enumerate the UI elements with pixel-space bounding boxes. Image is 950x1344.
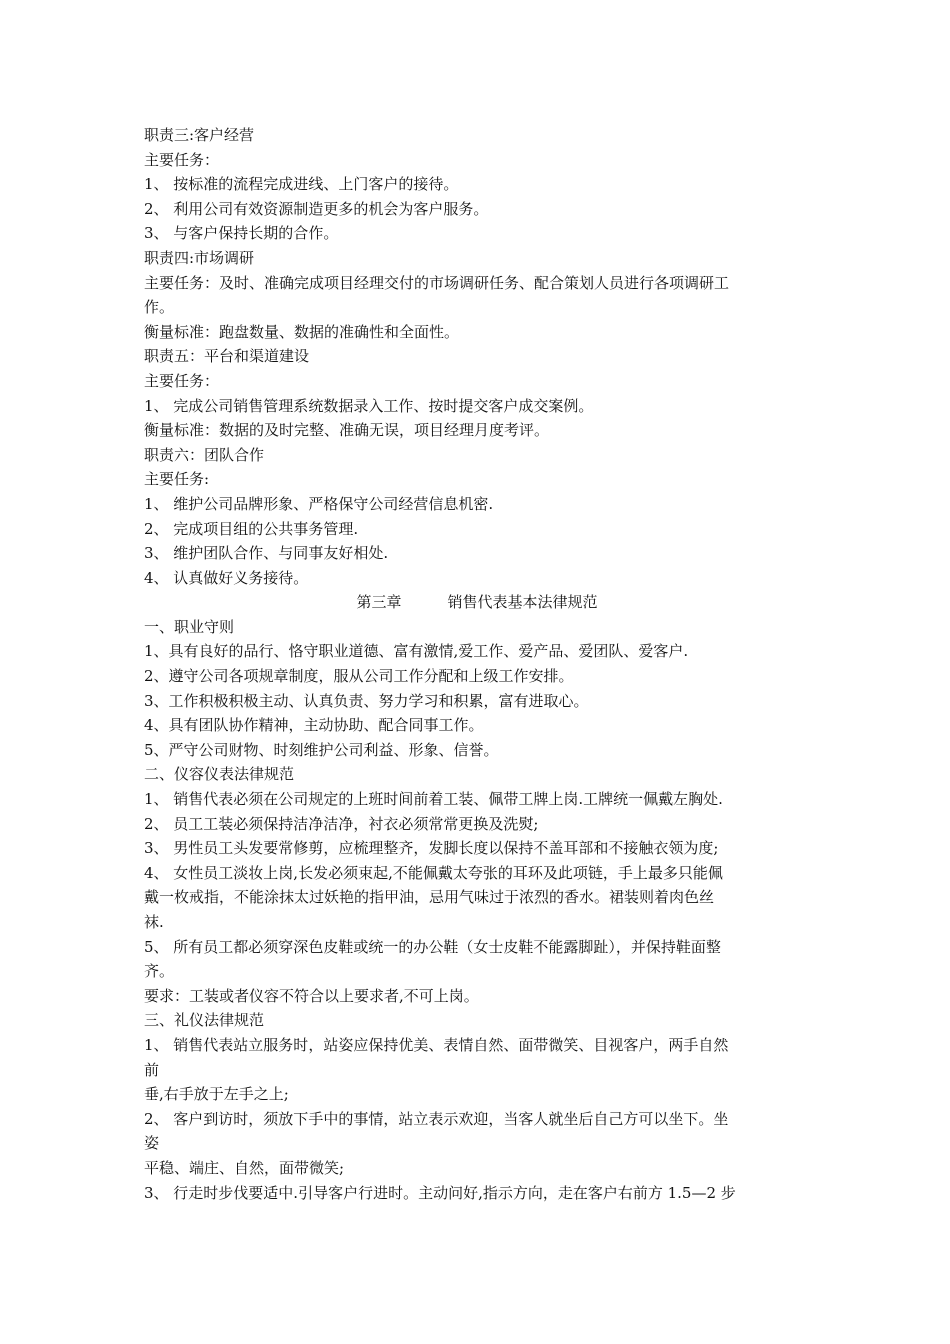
text-line: 5、严守公司财物、时刻维护公司利益、形象、信誉。: [144, 740, 499, 759]
section-duties: [144, 123, 810, 590]
text-line: 4、具有团队协作精神，主动协助、配合同事工作。: [144, 716, 484, 735]
text-line: 三、礼仪法律规范: [144, 1011, 265, 1030]
chapter-heading: [144, 590, 810, 615]
text-line: 职责三:客户经营: [144, 126, 255, 144]
chapter-number: 第三章: [356, 593, 402, 612]
text-line: 4、 认真做好义务接待。: [144, 568, 309, 587]
text-line: 袜.: [144, 913, 164, 931]
text-line: 要求：工装或者仪容不符合以上要求者,不可上岗。: [144, 986, 479, 1005]
text-line: 衡量标准：跑盘数量、数据的准确性和全面性。: [144, 322, 460, 341]
text-line: 姿: [144, 1134, 160, 1153]
text-line: 2、 客户到访时，须放下手中的事情，站立表示欢迎，当客人就坐后自己方可以坐下。坐: [144, 1109, 729, 1128]
chapter-title: 销售代表基本法律规范: [447, 593, 598, 612]
text-line: 3、 维护团队合作、与同事友好相处.: [144, 544, 389, 563]
text-line: 2、遵守公司各项规章制度，服从公司工作分配和上级工作安排。: [144, 667, 574, 686]
text-line: 1、 按标准的流程完成进线、上门客户的接待。: [144, 175, 459, 194]
text-line: 4、 女性员工淡妆上岗,长发必须束起,不能佩戴太夸张的耳环及此项链，手上最多只能佩: [144, 863, 723, 882]
text-line: 职责四:市场调研: [144, 248, 255, 267]
text-line: 2、 利用公司有效资源制造更多的机会为客户服务。: [144, 199, 489, 218]
text-line: 2、 员工工装必须保持洁净洁净，衬衣必须常常更换及洗熨;: [144, 814, 539, 833]
text-line: 齐。: [144, 962, 175, 981]
text-line: 主要任务：: [144, 371, 220, 390]
text-line: 3、 与客户保持长期的合作。: [144, 224, 339, 243]
text-line: 3、 行走时步伐要适中.引导客户行进时。主动问好,指示方向，走在客户右前方 1.5—2 步: [144, 1183, 736, 1202]
text-line: 3、工作积极积极主动、认真负责、努力学习和积累，富有进取心。: [144, 691, 589, 710]
text-line: 1、具有良好的品行、恪守职业道德、富有激情,爱工作、爱产品、爱团队、爱客户.: [144, 642, 689, 661]
text-line: 5、 所有员工都必须穿深色皮鞋或统一的办公鞋（女士皮鞋不能露脚趾），并保持鞋面整: [144, 937, 721, 956]
text-line: 1、 销售代表站立服务时，站姿应保持优美、表情自然、面带微笑、目视客户，两手自然: [144, 1035, 729, 1054]
text-line: 3、 男性员工头发要常修剪，应梳理整齐，发脚长度以保持不盖耳部和不接触衣领为度;: [144, 839, 719, 858]
text-line: 1、 完成公司销售管理系统数据录入工作、按时提交客户成交案例。: [144, 396, 594, 415]
text-line: 平稳、端庄、自然，面带微笑;: [144, 1158, 345, 1177]
text-line: 一、职业守则: [144, 617, 235, 636]
section-legal-norms: [144, 615, 810, 1205]
text-line: 1、 销售代表必须在公司规定的上班时间前着工装、佩带工牌上岗.工牌统一佩戴左胸处.: [144, 790, 723, 809]
text-line: 前: [144, 1060, 160, 1079]
text-line: 作。: [144, 298, 175, 317]
text-line: 主要任务：及时、准确完成项目经理交付的市场调研任务、配合策划人员进行各项调研工: [144, 273, 730, 292]
text-line: 职责五：平台和渠道建设: [144, 347, 310, 366]
text-line: 二、仪容仪表法律规范: [144, 765, 295, 784]
text-line: 2、 完成项目组的公共事务管理.: [144, 519, 359, 538]
document-body: [144, 123, 810, 1205]
text-line: 主要任务：: [144, 150, 220, 169]
text-line: 主要任务:: [144, 470, 210, 489]
text-line: 衡量标准：数据的及时完整、准确无误，项目经理月度考评。: [144, 421, 550, 440]
text-line: 职责六：团队合作: [144, 445, 265, 464]
text-line: 垂,右手放于左手之上;: [144, 1085, 289, 1104]
text-line: 戴一枚戒指，不能涂抹太过妖艳的指甲油，忌用气味过于浓烈的香水。裙装则着肉色丝: [144, 888, 715, 907]
text-line: 1、 维护公司品牌形象、严格保守公司经营信息机密.: [144, 494, 494, 513]
